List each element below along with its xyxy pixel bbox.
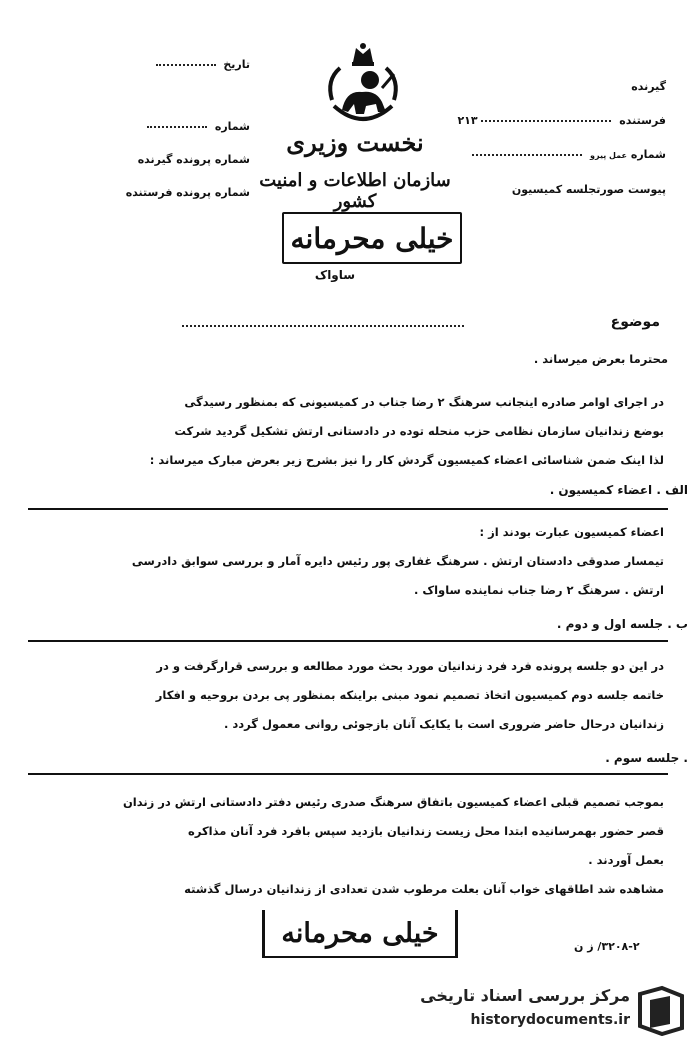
section-c-rule <box>28 773 668 775</box>
emblem-title-pm: نخست وزیری <box>286 128 424 157</box>
section-c-paragraph <box>26 788 664 904</box>
date-dots <box>156 64 216 66</box>
section-a-rule <box>28 508 668 510</box>
sender-field <box>457 114 666 127</box>
watermark-url: historydocuments.ir <box>470 1012 630 1028</box>
top-secret-stamp-footer: خیلی محرمانه <box>262 910 458 958</box>
number-sub: عمل پیرو <box>590 151 627 160</box>
intro-line-3: لذا اینک ضمن شناسائی اعضاء کمیسیون گردش کار را نیز بشرح زیر بعرض مبارک میرساند : <box>149 453 664 467</box>
s2-line-1: در این دو جلسه پرونده فرد فرد زندانیان مورد بحث مورد مطالعه و بررسی قرارگرفت و در <box>156 659 664 673</box>
recipient-file-no: شماره پرونده گیرنده <box>137 153 250 166</box>
attachment-label: پیوست صورتجلسه کمیسیون <box>511 183 666 196</box>
left-number-dots <box>147 126 207 128</box>
sender-label: فرستنده <box>619 114 666 127</box>
watermark-title: مرکز بررسی اسناد تاریخی <box>420 986 630 1005</box>
section-b-heading: ب . جلسه اول و دوم . <box>556 617 688 631</box>
subject-label: موضوع <box>610 314 660 330</box>
members-line-1: تیمسار صدوقی دادستان ارتش . سرهنگ غفاری پور رئیس دایره آمار و بررسی سوابق دادرسی <box>131 554 664 568</box>
date-label: تاریخ <box>223 58 250 71</box>
s2-line-2: خاتمه جلسه دوم کمیسیون اتخاذ تصمیم نمود مبنی براینکه بمنظور پی بردن بروحیه و افکار <box>155 688 664 702</box>
members-paragraph <box>26 518 664 605</box>
s3-line-3: بعمل آوردند . <box>588 853 664 867</box>
s3-line-1: بموجب تصمیم قبلی اعضاء کمیسیون باتفاق سرهنگ صدری رئیس دفتر دادستانی ارتش در زندان <box>122 795 664 809</box>
section-c-heading: . جلسه سوم . <box>605 751 688 765</box>
intro-line-2: بوضع زندانیان سازمان نظامی حزب منحله توده در دادستانی ارتش تشکیل گردید شرکت <box>174 424 664 438</box>
top-secret-stamp-header: خیلی محرمانه <box>282 212 462 264</box>
document-code: ۳۲۰۸-۲/ ز ن <box>574 940 640 953</box>
number-dots <box>472 154 582 156</box>
sender-file-no: شماره پرونده فرستنده <box>125 186 250 199</box>
members-line-2: ارتش . سرهنگ ۲ رضا جناب نماینده ساواک . <box>413 583 664 597</box>
watermark-logo-icon <box>636 984 686 1036</box>
recipient-label: گیرنده <box>631 80 666 93</box>
number-field <box>472 148 666 161</box>
subject-dots <box>182 325 464 327</box>
section-a-heading: الف . اعضاء کمیسیون . <box>549 483 688 497</box>
s3-line-2: قصر حضور بهمرسانیده ابتدا محل زیست زندانیان بازدید سپس بافرد فرد آنان مذاکره <box>188 824 664 838</box>
left-number-field <box>110 120 250 133</box>
emblem-sub: ساواک <box>314 268 356 282</box>
intro-line-1: در اجرای اوامر صادره اینجانب سرهنگ ۲ رضا جناب در کمیسیونی که بمنظور رسیدگی <box>184 395 664 409</box>
left-number-label: شماره <box>214 120 250 133</box>
salutation: محترما بعرض میرساند . <box>533 352 668 366</box>
date-field <box>110 58 250 71</box>
sender-value: ۲۱۳ <box>457 114 478 127</box>
sender-dots <box>481 120 611 122</box>
s3-line-4: مشاهده شد اطاقهای خواب آنان بعلت مرطوب شدن تعدادی از زندانیان درسال گذشته <box>184 882 664 896</box>
section-b-paragraph <box>26 652 664 739</box>
intro-paragraph <box>26 388 664 475</box>
emblem-title-org: سازمان اطلاعات و امنیت کشور <box>259 170 451 212</box>
attachment-field <box>512 183 666 196</box>
number-label: شماره <box>630 148 666 161</box>
watermark <box>410 980 690 1040</box>
section-b-rule <box>28 640 668 642</box>
s2-line-3: زندانیان درحال حاضر ضروری است با یکایک آنان بازجوئی روانی معمول گردد . <box>223 717 664 731</box>
members-intro: اعضاء کمیسیون عبارت بودند از : <box>479 525 664 539</box>
lion-and-sun-emblem-icon <box>318 40 408 140</box>
